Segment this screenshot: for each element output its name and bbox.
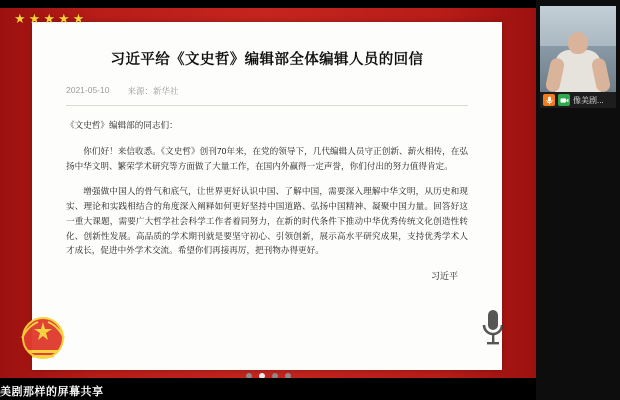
participant-rail xyxy=(536,0,620,400)
participant-name: 像美剧... xyxy=(573,95,604,105)
article-body xyxy=(66,118,468,258)
article-date: 2021-05-10 xyxy=(66,85,110,95)
star-icon: ★ xyxy=(72,11,85,26)
presentation-slide[interactable] xyxy=(0,8,536,386)
gold-stars-decoration xyxy=(14,12,84,25)
video-camera-icon[interactable] xyxy=(558,94,570,106)
national-emblem-icon xyxy=(12,312,74,368)
star-icon: ★ xyxy=(14,11,26,26)
webcam-person-head xyxy=(568,32,588,54)
signature: 习近平 xyxy=(430,271,458,282)
article-source: 来源：新华社 xyxy=(127,86,179,96)
participant-tile-footer xyxy=(540,92,616,108)
salutation-line: 《文史哲》编辑部的同志们： xyxy=(66,120,178,130)
paragraph: 你们好！来信收悉。《文史哲》创刊70年来，在党的领导下，几代编辑人员守正创新、薪火相传，在弘扬中华文明、繁荣学术研究等方面做了大量工作，在国内外赢得一定声誉，你们付出的努力值得肯定。 xyxy=(66,145,468,171)
microphone-icon xyxy=(480,308,506,348)
participant-video-tile[interactable] xyxy=(540,6,616,92)
paragraph: 增强做中国人的骨气和底气，让世界更好认识中国、了解中国，需要深入理解中华文明，从历史和现实、理论和实践相结合的角度深入阐释如何更好坚持中国道路、弘扬中国精神、凝聚中国力量。回答好这一重大课题，需要广大哲学社会科学工作者着同努力，在新的时代条件下推动中华优秀传统文化创造性转化、创新性发展。高品质的学术期刊就是要坚守初心、引领创新，展示高水平研究成果，支持优秀学术人才成长，促进中外学术交流。希望你们再接再厉，把刊物办得更好。 xyxy=(66,186,468,256)
document-card xyxy=(32,22,502,370)
star-icon: ★ xyxy=(28,11,41,26)
page-title: 习近平给《文史哲》编辑部全体编辑人员的回信 xyxy=(110,52,424,68)
microphone-icon[interactable] xyxy=(543,94,555,106)
star-icon: ★ xyxy=(43,11,55,26)
article-meta xyxy=(66,85,468,106)
share-caption-text: 美剧那样的屏幕共享 xyxy=(0,386,104,398)
star-icon: ★ xyxy=(57,11,70,26)
